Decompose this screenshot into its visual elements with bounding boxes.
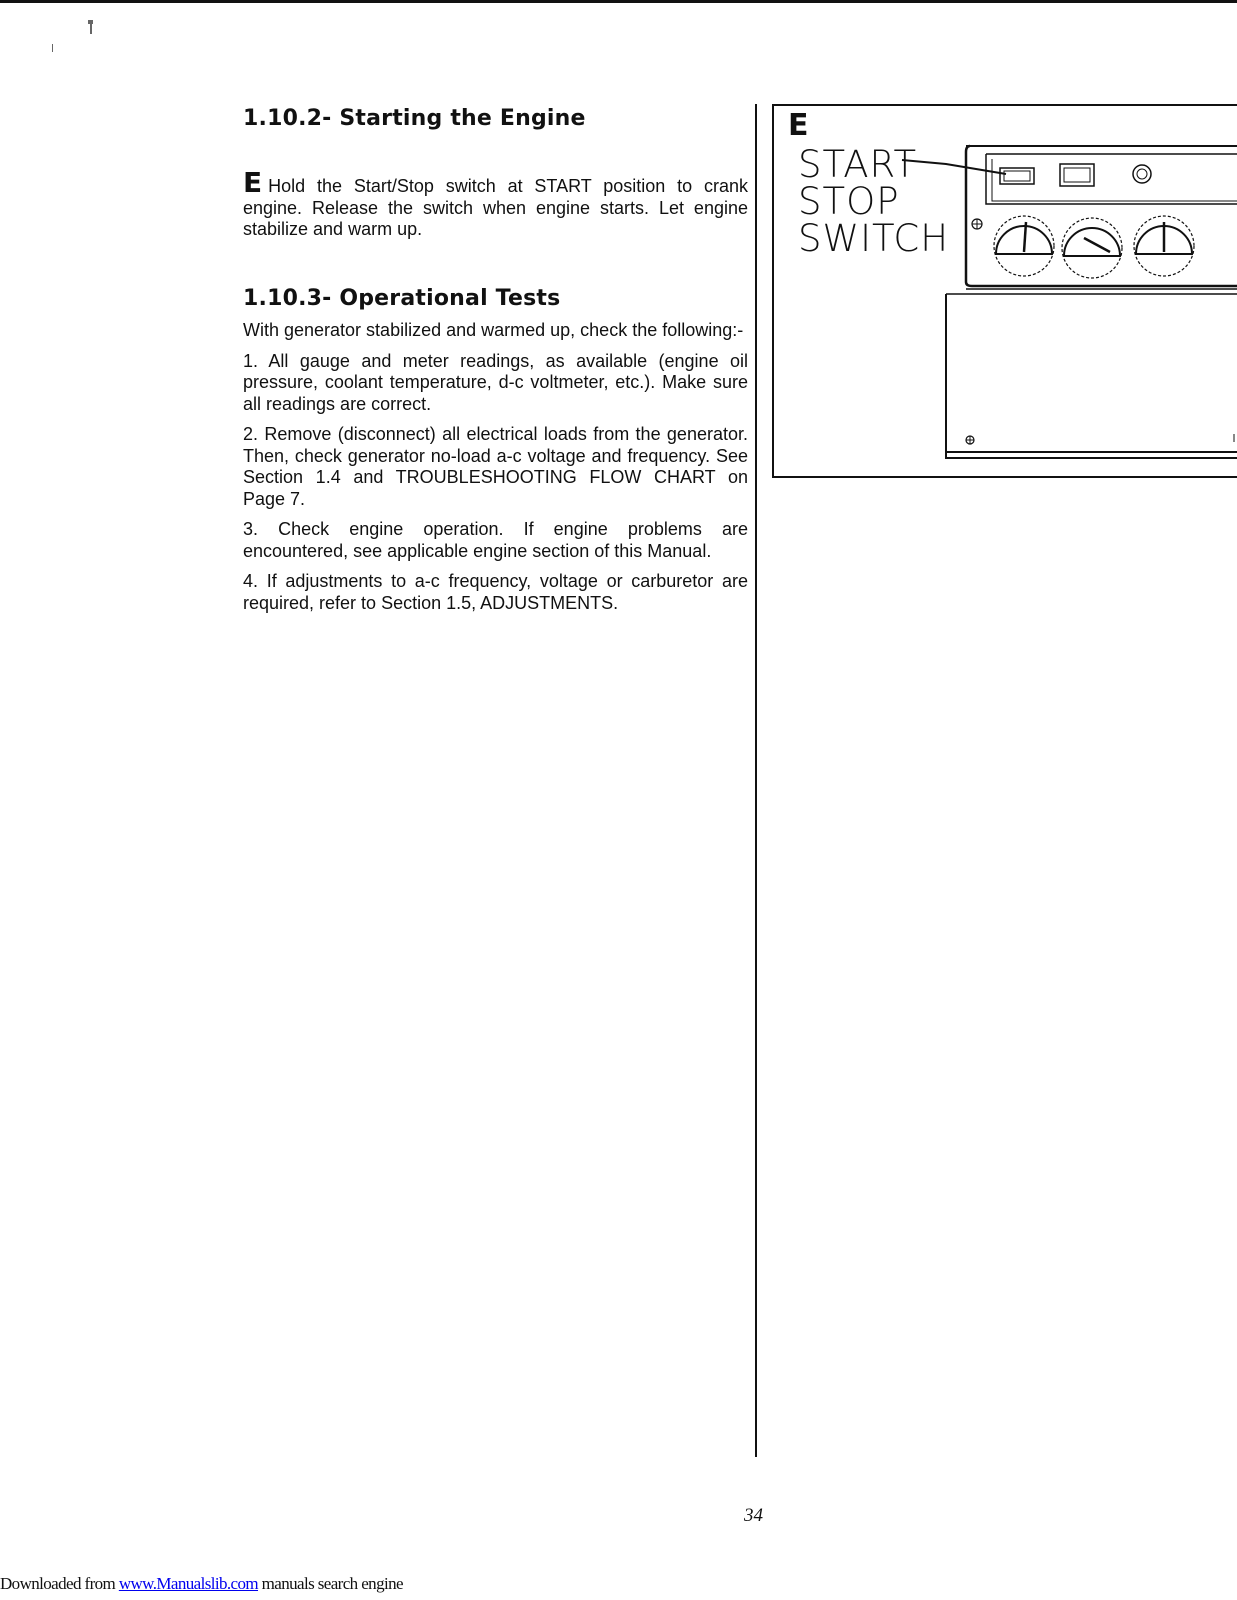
- section-heading-operational-tests: 1.10.3- Operational Tests: [243, 286, 561, 311]
- start-stop-switch-label: [798, 143, 950, 260]
- gauge-1: [994, 216, 1054, 276]
- section-heading-starting-engine: 1.10.2- Starting the Engine: [243, 106, 586, 131]
- paragraph-step-1: 1. All gauge and meter readings, as available (engine oil pressure, coolant temperature, d-c voltmeter, etc.). Make sure all readings are correct.: [243, 350, 748, 414]
- starting-engine-text: [243, 166, 748, 241]
- figure-letter: E: [788, 108, 809, 143]
- starting-engine-body: Hold the Start/Stop switch at START position to crank engine. Release the switch when engine starts. Let engine stabilize and warm up.: [243, 176, 748, 239]
- column-divider: [755, 104, 757, 1457]
- download-footer: [0, 1574, 403, 1594]
- step-letter: E: [243, 166, 263, 199]
- figure-start-stop-switch: [772, 104, 1237, 478]
- paragraph-step-3: 3. Check engine operation. If engine problems are encountered, see applicable engine section of this Manual.: [243, 519, 748, 561]
- paragraph-intro: With generator stabilized and warmed up, check the following:-: [243, 320, 744, 340]
- paragraph-step-2: 2. Remove (disconnect) all electrical loads from the generator. Then, check generator no-load a-c voltage and frequency. See Section 1.4 and TROUBLESHOOTING FLOW CHART on Page 7.: [243, 424, 748, 509]
- scan-speck: [90, 22, 92, 34]
- top-border: [0, 0, 1237, 3]
- gauge-2: [1062, 218, 1122, 278]
- label-line-2: STOP: [798, 180, 900, 223]
- footer-prefix: Downloaded from: [0, 1574, 119, 1593]
- paragraph-step-4: 4. If adjustments to a-c frequency, voltage or carburetor are required, refer to Section 1.5, ADJUSTMENTS.: [243, 571, 748, 613]
- page-number: 34: [744, 1505, 763, 1526]
- footer-suffix: manuals search engine: [258, 1574, 403, 1593]
- scan-speck: [52, 44, 53, 52]
- label-line-1: START: [798, 143, 918, 186]
- manualslib-link[interactable]: www.Manualslib.com: [118, 1574, 259, 1593]
- label-line-3: SWITCH: [798, 217, 950, 260]
- operational-tests-list: [243, 320, 748, 623]
- gauge-3: [1134, 216, 1194, 276]
